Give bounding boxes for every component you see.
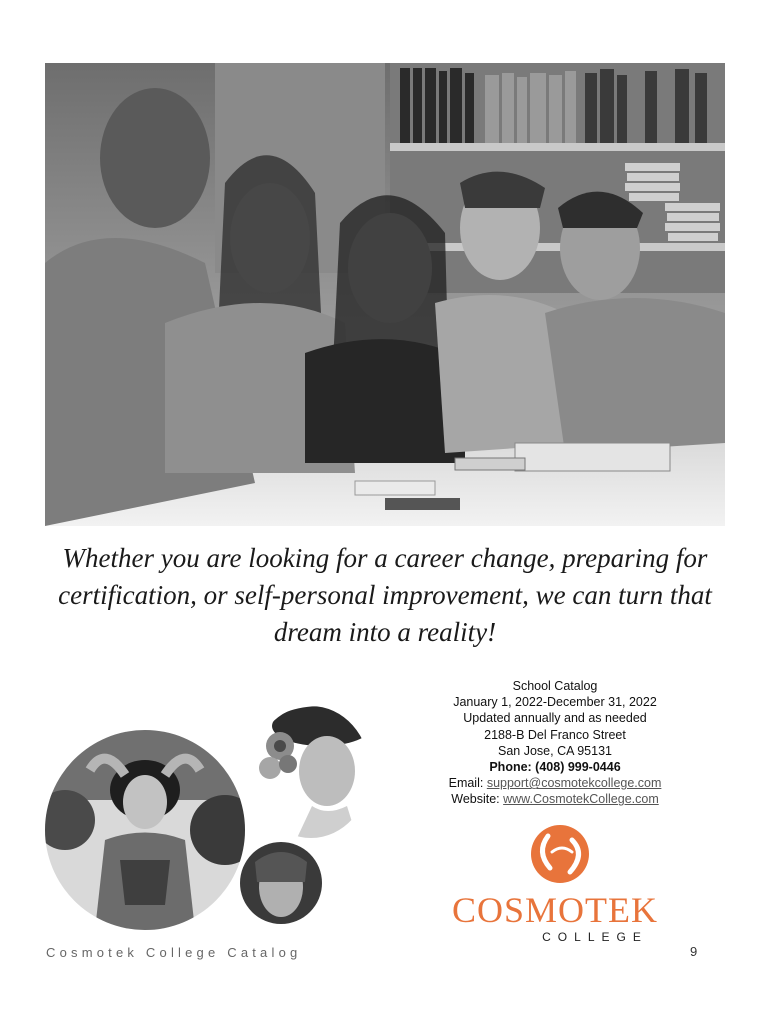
address-city: San Jose, CA 95131 <box>498 743 612 758</box>
portrait-circle-small <box>240 842 322 924</box>
email-link[interactable]: support@cosmotekcollege.com <box>486 776 662 791</box>
website-label: Website: <box>451 792 504 807</box>
tagline-line-2: certification, or self-personal improvement, we can turn that <box>58 580 712 610</box>
portrait-circle-flowers <box>252 706 370 838</box>
email-label: Email: <box>448 776 487 791</box>
footer-catalog-label: Cosmotek College Catalog <box>46 945 302 960</box>
phone: Phone: (408) 999-0446 <box>489 760 621 775</box>
hero-photo <box>45 63 725 526</box>
catalog-dates: January 1, 2022-December 31, 2022 <box>453 695 657 710</box>
school-info <box>420 678 690 808</box>
portrait-circle-large <box>45 730 245 930</box>
address-street: 2188-B Del Franco Street <box>484 727 626 742</box>
tagline-line-1: Whether you are looking for a career change, preparing for <box>62 543 708 573</box>
catalog-title: School Catalog <box>512 679 598 693</box>
website-link[interactable]: www.CosmotekCollege.com <box>503 792 659 807</box>
tagline-line-3: dream into a reality! <box>273 617 497 647</box>
email-line <box>420 775 690 791</box>
website-line <box>420 791 690 807</box>
logo-sub: COLLEGE <box>542 930 648 944</box>
catalog-updated: Updated annually and as needed <box>463 711 647 726</box>
cosmotek-logo <box>440 822 680 947</box>
page-number: 9 <box>690 944 698 959</box>
logo-emblem-icon <box>531 825 589 883</box>
logo-name: COSMOTEK <box>451 890 659 930</box>
tagline <box>30 540 740 651</box>
